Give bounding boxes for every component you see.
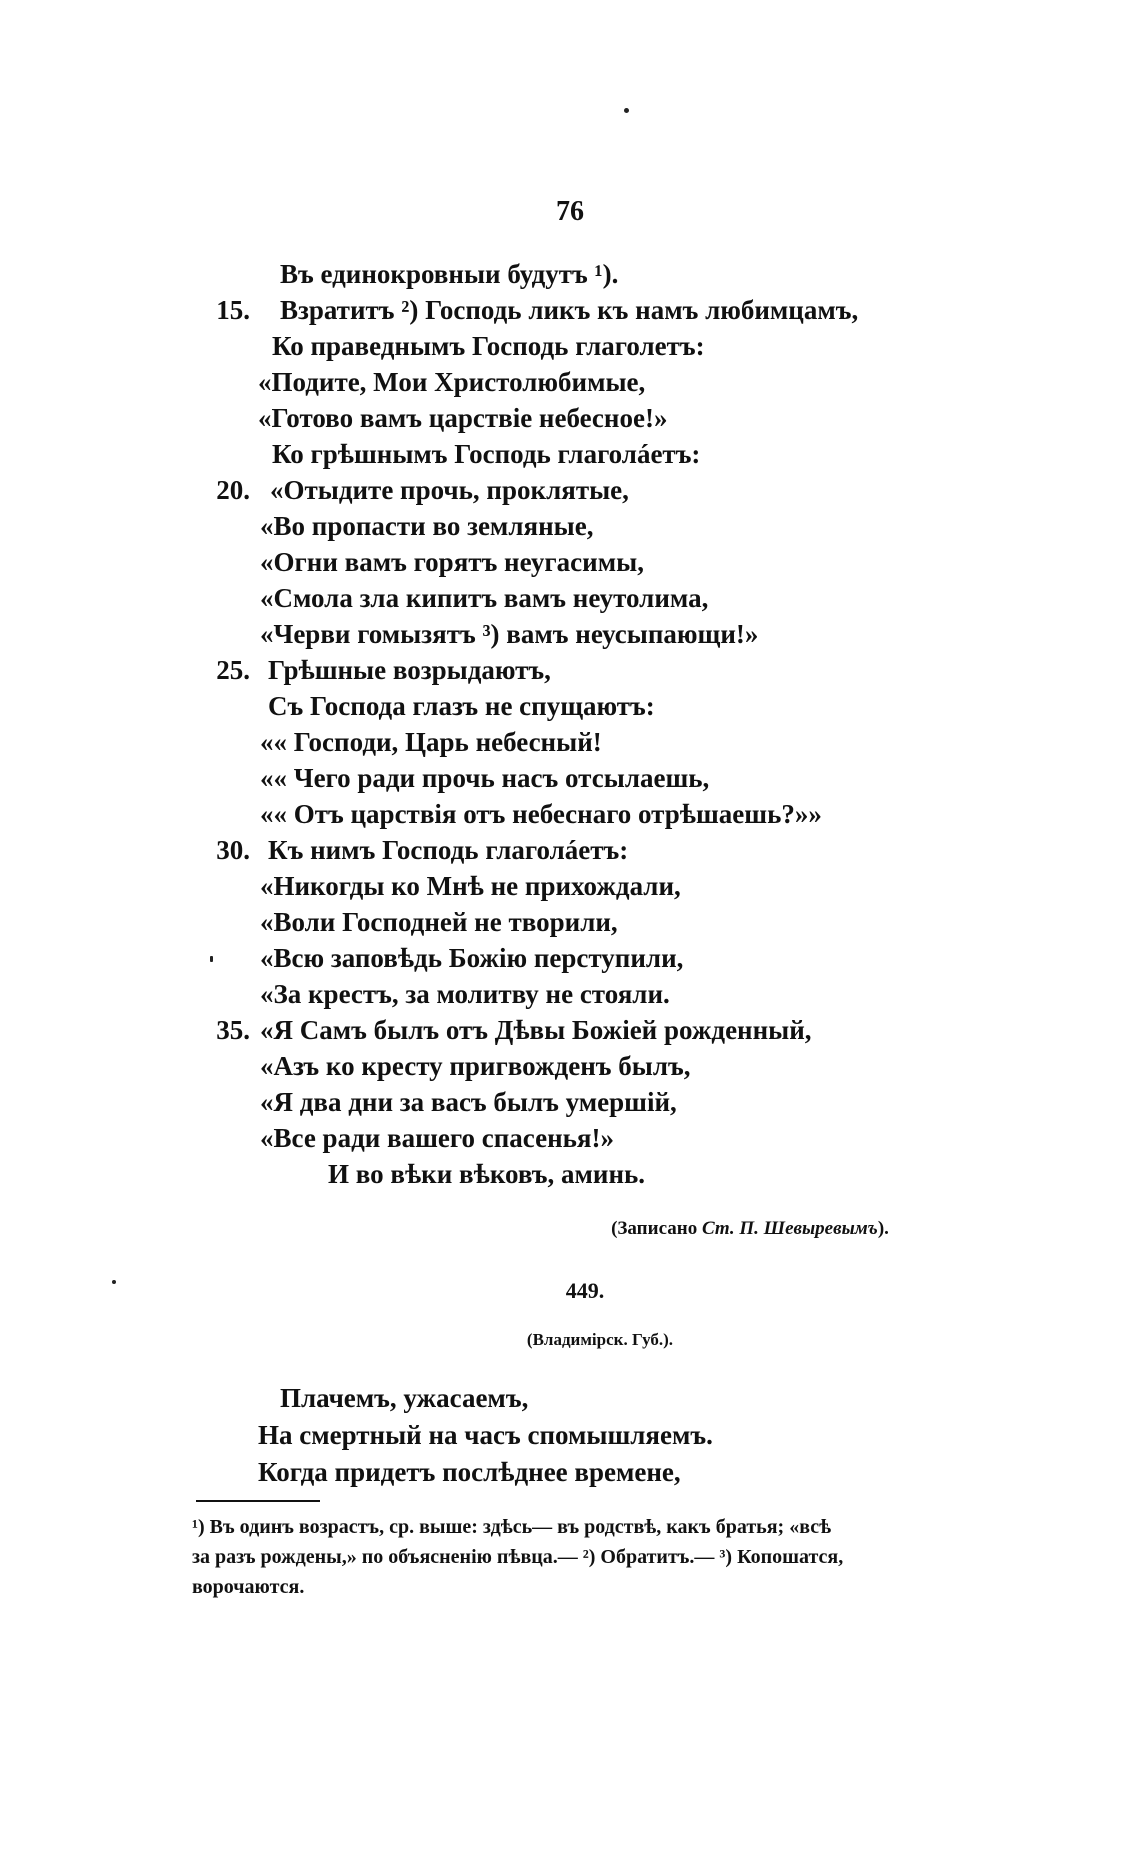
poem-line	[190, 832, 990, 868]
poem-line	[190, 508, 990, 544]
poem-line	[190, 1084, 990, 1120]
footnote-rule	[196, 1500, 320, 1502]
line-text: «Во пропасти во земляные,	[260, 511, 594, 541]
print-speck	[624, 108, 629, 113]
poem-line	[190, 904, 990, 940]
poem-line	[190, 688, 990, 724]
attribution-suffix: ).	[877, 1218, 889, 1239]
poem-line	[190, 1012, 990, 1048]
poem-line	[190, 580, 990, 616]
line-text: «« Отъ царствія отъ небеснаго отрѣшаешь?»»	[260, 799, 822, 829]
poem-line	[190, 1048, 990, 1084]
poem-line	[190, 364, 990, 400]
line-text: Въ единокровныи будутъ ¹).	[280, 259, 619, 289]
poem-line	[258, 1454, 1038, 1491]
poem-line	[258, 1380, 1038, 1417]
line-text: Ко грѣшнымъ Господь глаголáетъ:	[272, 439, 701, 469]
poem-line	[190, 292, 990, 328]
poem-line	[190, 652, 990, 688]
attribution	[0, 1218, 1140, 1240]
line-text: «За крестъ, за молитву не стояли.	[260, 979, 670, 1009]
poem-line	[258, 1417, 1038, 1454]
line-text: «Смола зла кипитъ вамъ неутолима,	[260, 583, 709, 613]
line-text: «Никогды ко Мнѣ не прихождали,	[260, 871, 681, 901]
song-number: 449.	[565, 1278, 605, 1303]
footnote-line: ¹) Въ одинъ возрастъ, ср. выше: здѣсь— въ родствѣ, какъ братья; «всѣ	[192, 1516, 832, 1538]
line-text: «Я два дни за васъ былъ умершій,	[260, 1087, 677, 1117]
poem-line	[190, 796, 990, 832]
poem-line	[190, 472, 990, 508]
line-text: «« Господи, Царь небесный!	[260, 727, 602, 757]
line-text: Ко праведнымъ Господь глаголетъ:	[272, 331, 705, 361]
line-text: Съ Господа глазъ не спущаютъ:	[268, 691, 655, 721]
attribution-prefix: (Записано	[611, 1218, 698, 1239]
line-text: «Азъ ко кресту пригвожденъ былъ,	[260, 1051, 691, 1081]
footnote-line: ворочаются.	[192, 1576, 305, 1598]
poem-line	[190, 976, 990, 1012]
page-number: 76	[556, 196, 584, 227]
print-speck	[210, 956, 213, 962]
line-number: 20.	[216, 475, 250, 505]
line-text: Грѣшные возрыдаютъ,	[268, 655, 551, 685]
region-label: (Владимірск. Губ.).	[526, 1330, 674, 1349]
poem-second	[258, 1380, 1038, 1491]
line-text: Плачемъ, ужасаемъ,	[280, 1383, 529, 1413]
poem-stanza	[190, 256, 990, 1192]
poem-line	[190, 544, 990, 580]
line-text: На смертный на часъ спомышляемъ.	[258, 1420, 713, 1450]
line-text: «Всю заповѣдь Божію перступили,	[260, 943, 684, 973]
line-text: Когда придетъ послѣднее времене,	[258, 1457, 681, 1487]
line-number: 25.	[216, 655, 250, 685]
line-number: 30.	[216, 835, 250, 865]
line-text: «Воли Господней не творили,	[260, 907, 618, 937]
poem-line	[190, 616, 990, 652]
line-text: «Я Самъ былъ отъ Дѣвы Божіей рожденный,	[260, 1015, 812, 1045]
line-text: «Все ради вашего спасенья!»	[260, 1123, 615, 1153]
line-text: И во вѣки вѣковъ, аминь.	[328, 1159, 646, 1189]
line-text: «Готово вамъ царствіе небесное!»	[258, 403, 668, 433]
print-speck	[112, 1280, 116, 1284]
line-text: «Подите, Мои Христолюбимые,	[258, 367, 646, 397]
poem-line	[190, 724, 990, 760]
poem-line	[190, 760, 990, 796]
poem-line	[190, 328, 990, 364]
footnotes	[192, 1512, 992, 1602]
line-text: «Отыдите прочь, проклятые,	[270, 475, 629, 505]
footnote-line: за разъ рождены,» по объясненію пѣвца.— ²) Обратитъ.— ³) Копошатся,	[192, 1546, 844, 1568]
poem-line	[190, 1156, 990, 1192]
poem-line	[190, 1120, 990, 1156]
poem-line	[190, 868, 990, 904]
poem-line	[190, 940, 990, 976]
poem-line	[190, 400, 990, 436]
line-text: Взратитъ ²) Господь ликъ къ намъ любимцамъ,	[280, 295, 859, 325]
line-text: «« Чего ради прочь насъ отсылаешь,	[260, 763, 710, 793]
attribution-name: Ст. П. Шевыревымъ	[701, 1218, 878, 1239]
line-number: 15.	[216, 295, 250, 325]
poem-line	[190, 256, 990, 292]
poem-line	[190, 436, 990, 472]
line-number: 35.	[216, 1015, 250, 1045]
line-text: «Огни вамъ горятъ неугасимы,	[260, 547, 644, 577]
line-text: «Черви гомызятъ ³) вамъ неусыпающи!»	[260, 619, 759, 649]
line-text: Къ нимъ Господь глаголáетъ:	[268, 835, 629, 865]
